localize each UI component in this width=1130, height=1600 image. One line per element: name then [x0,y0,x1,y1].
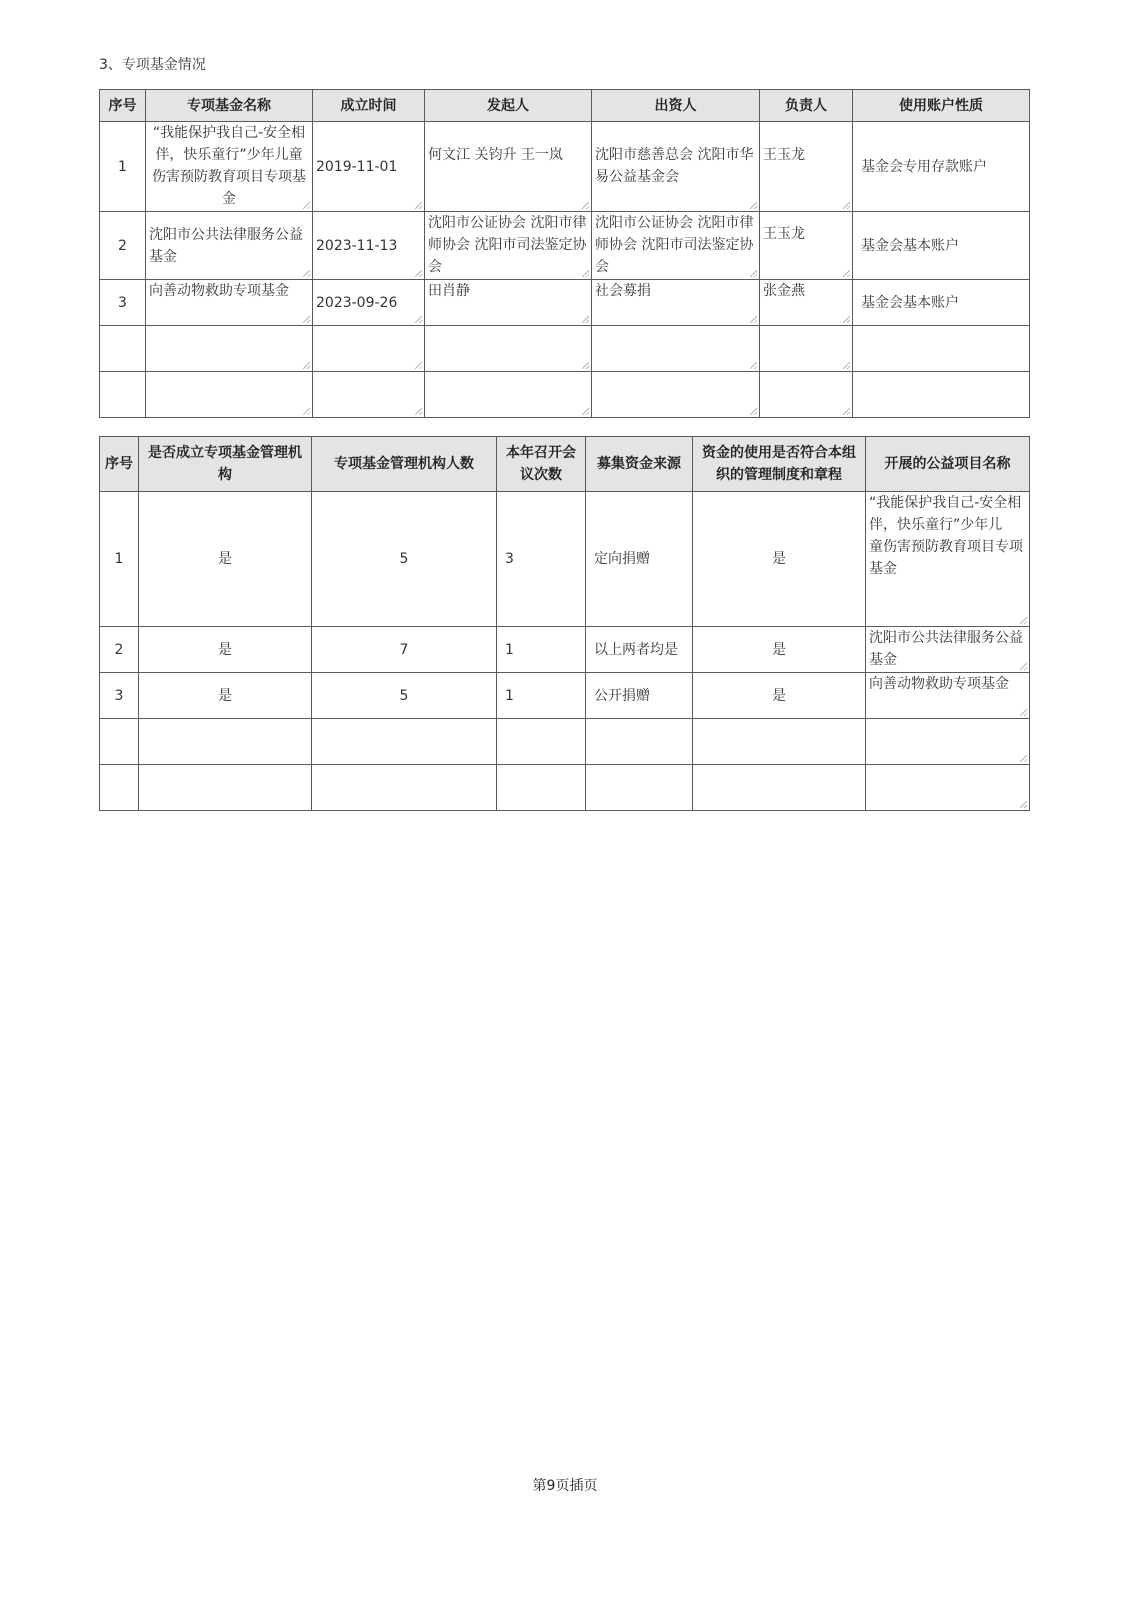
empty-cell [100,372,146,418]
empty-cell [497,719,586,765]
table-row [100,122,1030,212]
special-fund-table [99,89,1030,418]
row-no: 2 [100,627,139,673]
source-value: 以上两者均是 [586,627,693,673]
meetings-value: 1 [497,673,586,719]
table-row [100,212,1030,280]
members-value: 7 [312,627,497,673]
fund-name-field[interactable]: 沈阳市公共法律服务公益基金 [146,212,313,280]
manager-field[interactable] [760,372,853,418]
table-row-empty [100,326,1030,372]
table-row [100,280,1030,326]
members-value: 5 [312,492,497,627]
date-field[interactable]: 2023-11-13 [313,212,425,280]
source-value: 定向捐赠 [586,492,693,627]
members-value: 5 [312,673,497,719]
header-no: 序号 [100,90,146,122]
empty-cell [139,719,312,765]
header-compliant: 资金的使用是否符合本组织的管理制度和章程 [693,437,866,492]
row-no: 1 [100,492,139,627]
empty-cell [853,326,1030,372]
header-date: 成立时间 [313,90,425,122]
empty-cell [312,719,497,765]
compliant-value: 是 [693,627,866,673]
header-fund-name: 专项基金名称 [146,90,313,122]
header-initiator: 发起人 [425,90,592,122]
header-source: 募集资金来源 [586,437,693,492]
table-row [100,492,1030,627]
initiator-field[interactable]: 田肖静 [425,280,592,326]
funder-field[interactable]: 沈阳市慈善总会 沈阳市华易公益基金会 [592,122,760,212]
header-project: 开展的公益项目名称 [866,437,1030,492]
empty-cell [100,719,139,765]
header-account: 使用账户性质 [853,90,1030,122]
empty-cell [312,765,497,811]
manager-field[interactable]: 张金燕 [760,280,853,326]
funder-field[interactable] [592,326,760,372]
empty-cell [586,765,693,811]
date-field[interactable] [313,326,425,372]
row-no: 2 [100,212,146,280]
funder-field[interactable]: 社会募捐 [592,280,760,326]
initiator-field[interactable] [425,326,592,372]
table-row-empty [100,765,1030,811]
row-no: 1 [100,122,146,212]
header-meetings: 本年召开会议次数 [497,437,586,492]
fund-name-field[interactable]: 向善动物救助专项基金 [146,280,313,326]
project-name-field[interactable] [866,719,1030,765]
empty-cell [100,765,139,811]
fund-name-field[interactable] [146,372,313,418]
table-row [100,673,1030,719]
empty-cell [100,326,146,372]
table1-header-row [100,90,1030,122]
meetings-value: 3 [497,492,586,627]
project-name-field[interactable]: 向善动物救助专项基金 [866,673,1030,719]
account-type: 基金会专用存款账户 [853,122,1030,212]
fund-name-field[interactable] [146,326,313,372]
project-name-field[interactable]: “我能保护我自己-安全相伴，快乐童行”少年儿 童伤害预防教育项目专项 基金 [866,492,1030,627]
initiator-field[interactable]: 沈阳市公证协会 沈阳市律师协会 沈阳市司法鉴定协会 [425,212,592,280]
table-row [100,627,1030,673]
project-name-field[interactable]: 沈阳市公共法律服务公益基金 [866,627,1030,673]
header-no: 序号 [100,437,139,492]
page-number: 第9页插页 [532,1478,598,1494]
manager-field[interactable] [760,326,853,372]
date-field[interactable]: 2019-11-01 [313,122,425,212]
empty-cell [497,765,586,811]
table-row-empty [100,372,1030,418]
project-name-field[interactable] [866,765,1030,811]
header-funder: 出资人 [592,90,760,122]
header-members: 专项基金管理机构人数 [312,437,497,492]
table-row-empty [100,719,1030,765]
empty-cell [693,719,866,765]
initiator-field[interactable]: 何文江 关钧升 王一岚 [425,122,592,212]
empty-cell [586,719,693,765]
manager-field[interactable]: 王玉龙 [760,212,853,280]
header-manager: 负责人 [760,90,853,122]
row-no: 3 [100,673,139,719]
funder-field[interactable]: 沈阳市公证协会 沈阳市律师协会 沈阳市司法鉴定协会 [592,212,760,280]
established-value: 是 [139,492,312,627]
empty-cell [853,372,1030,418]
compliant-value: 是 [693,492,866,627]
empty-cell [139,765,312,811]
initiator-field[interactable] [425,372,592,418]
date-field[interactable]: 2023-09-26 [313,280,425,326]
funder-field[interactable] [592,372,760,418]
established-value: 是 [139,627,312,673]
meetings-value: 1 [497,627,586,673]
account-type: 基金会基本账户 [853,212,1030,280]
row-no: 3 [100,280,146,326]
compliant-value: 是 [693,673,866,719]
empty-cell [693,765,866,811]
fund-management-table [99,436,1030,811]
date-field[interactable] [313,372,425,418]
manager-field[interactable]: 王玉龙 [760,122,853,212]
fund-name-field[interactable]: “我能保护我自己-安全相伴，快乐童行”少年儿童伤害预防教育项目专项基金 [146,122,313,212]
section-title: 3、专项基金情况 [99,57,206,73]
source-value: 公开捐赠 [586,673,693,719]
account-type: 基金会基本账户 [853,280,1030,326]
established-value: 是 [139,673,312,719]
header-established: 是否成立专项基金管理机构 [139,437,312,492]
table2-header-row [100,437,1030,492]
